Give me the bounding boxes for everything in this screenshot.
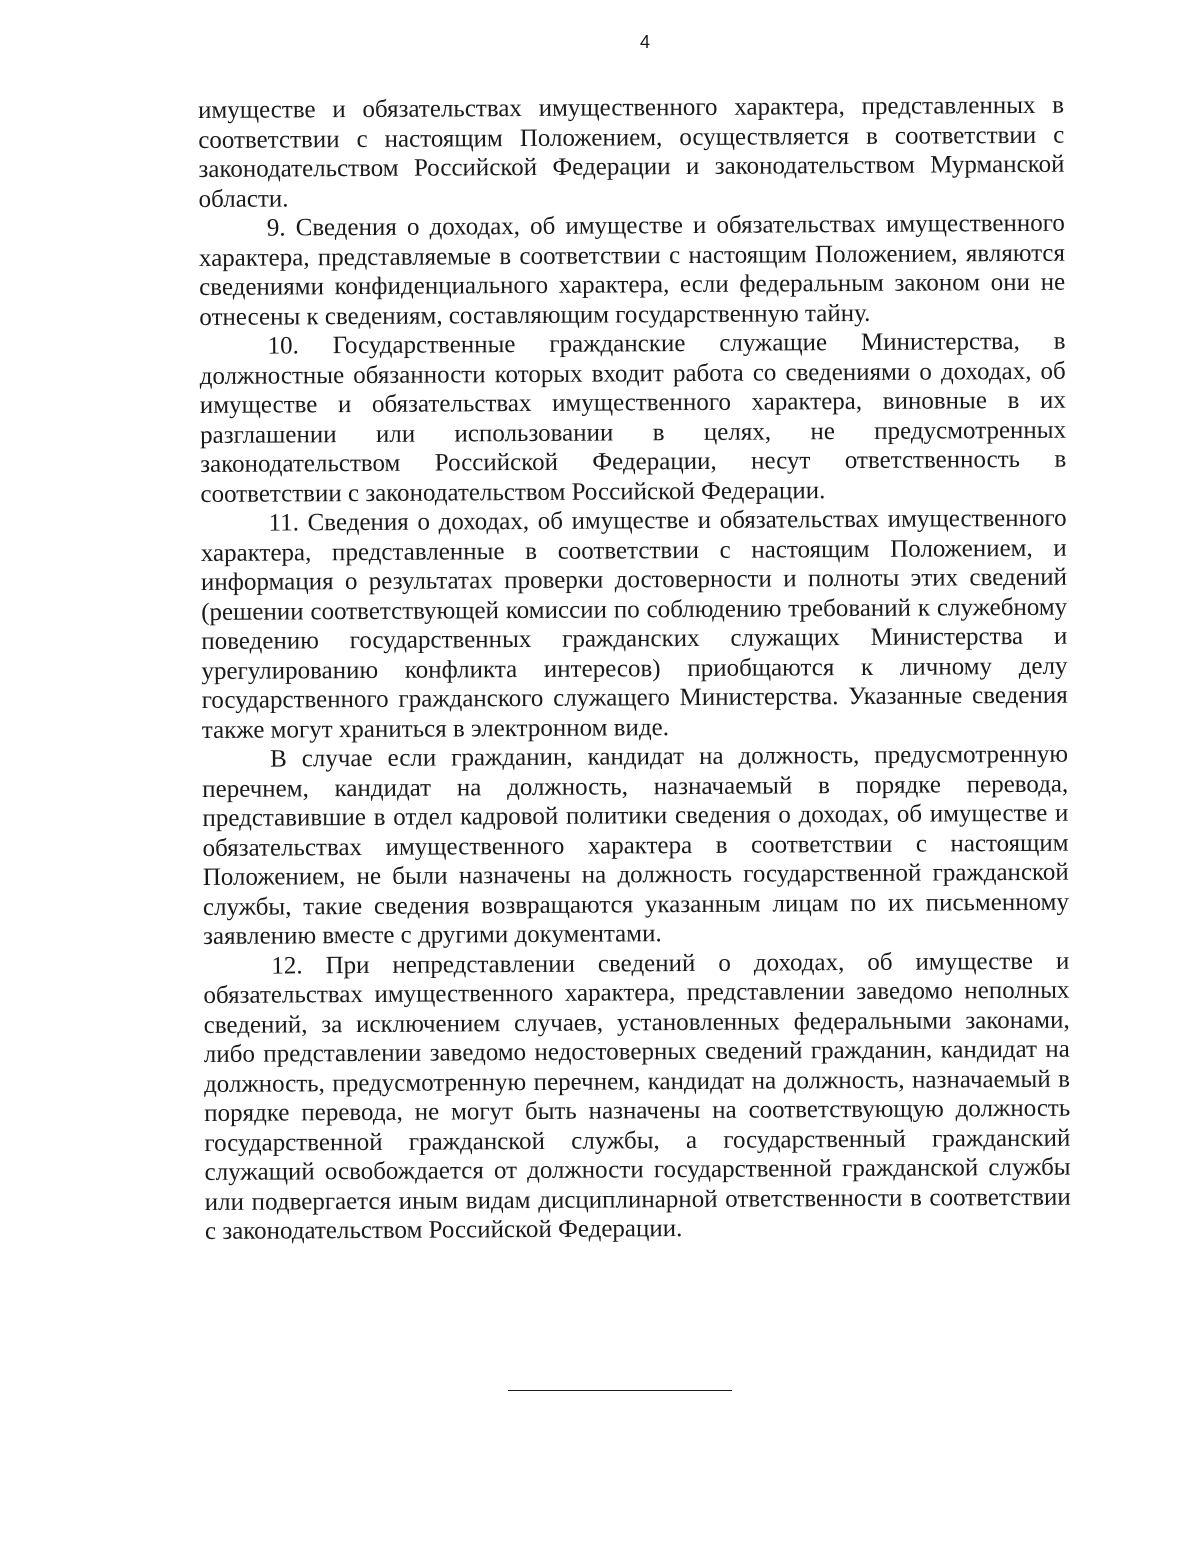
paragraph-12: 12. При непредставлении сведений о доходах, об имуществе и обязательствах имущественного характера, представлении заведомо неполных сведений, за исключением случаев, установленных федеральными законами, либо представлении заведомо недостоверных сведений гражданин, кандидат на должность, предусмотренную перечнем, кандидат на должность, назначаемый в порядке перевода, не могут быть назначены на соответствующую должность государственной гражданской службы, а государственный гражданский служащий освобождается от должности государственной гражданской службы или подвергается иным видам дисциплинарной ответственности в соответствии с законодательством Российской Федерации. [203,947,1071,1245]
page-number: 4 [639,32,650,52]
end-of-document-rule [508,1390,732,1391]
paragraph-11-continued: В случае если гражданин, кандидат на должность, предусмотренную перечнем, кандидат на должность, назначаемый в порядке перевода, представившие в отдел кадровой политики сведения о доходах, об имуществе и обязательствах имущественного характера в соответствии с настоящим Положением, не были назначены на должность государственной гражданской службы, такие сведения возвращаются указанным лицам по их письменному заявлению вместе с другими документами. [202,740,1070,950]
paragraph-9: 9. Сведения о доходах, об имуществе и обязательствах имущественного характера, представляемые в соответствии с настоящим Положением, являются сведениями конфиденциального характера, если федеральным законом они не отнесены к сведениям, составляющим государственную тайну. [198,209,1066,331]
paragraph-11: 11. Сведения о доходах, об имуществе и обязательствах имущественного характера, представленные в соответствии с настоящим Положением, и информация о результатах проверки достоверности и полноты этих сведений (решении соответствующей комиссии по соблюдению требований к служебному поведению государственных гражданских служащих Министерства и урегулированию конфликта интересов) приобщаются к личному делу государственного гражданского служащего Министерства. Указанные сведения также могут храниться в электронном виде. [200,504,1068,744]
paragraph-10: 10. Государственные гражданские служащие Министерства, в должностные обязанности которых входит работа со сведениями о доходах, об имуществе и обязательствах имущественного характера, виновные в их разглашении или использовании в целях, не предусмотренных законодательством Российской Федерации, несут ответственность в соответствии с законодательством Российской Федерации. [199,327,1067,508]
document-body [198,91,1071,1247]
paragraph-continuation: имуществе и обязательствах имущественного характера, представленных в соответствии с настоящим Положением, осуществляется в соответствии с законодательством Российской Федерации и законодательством Мурманской области. [198,91,1065,213]
